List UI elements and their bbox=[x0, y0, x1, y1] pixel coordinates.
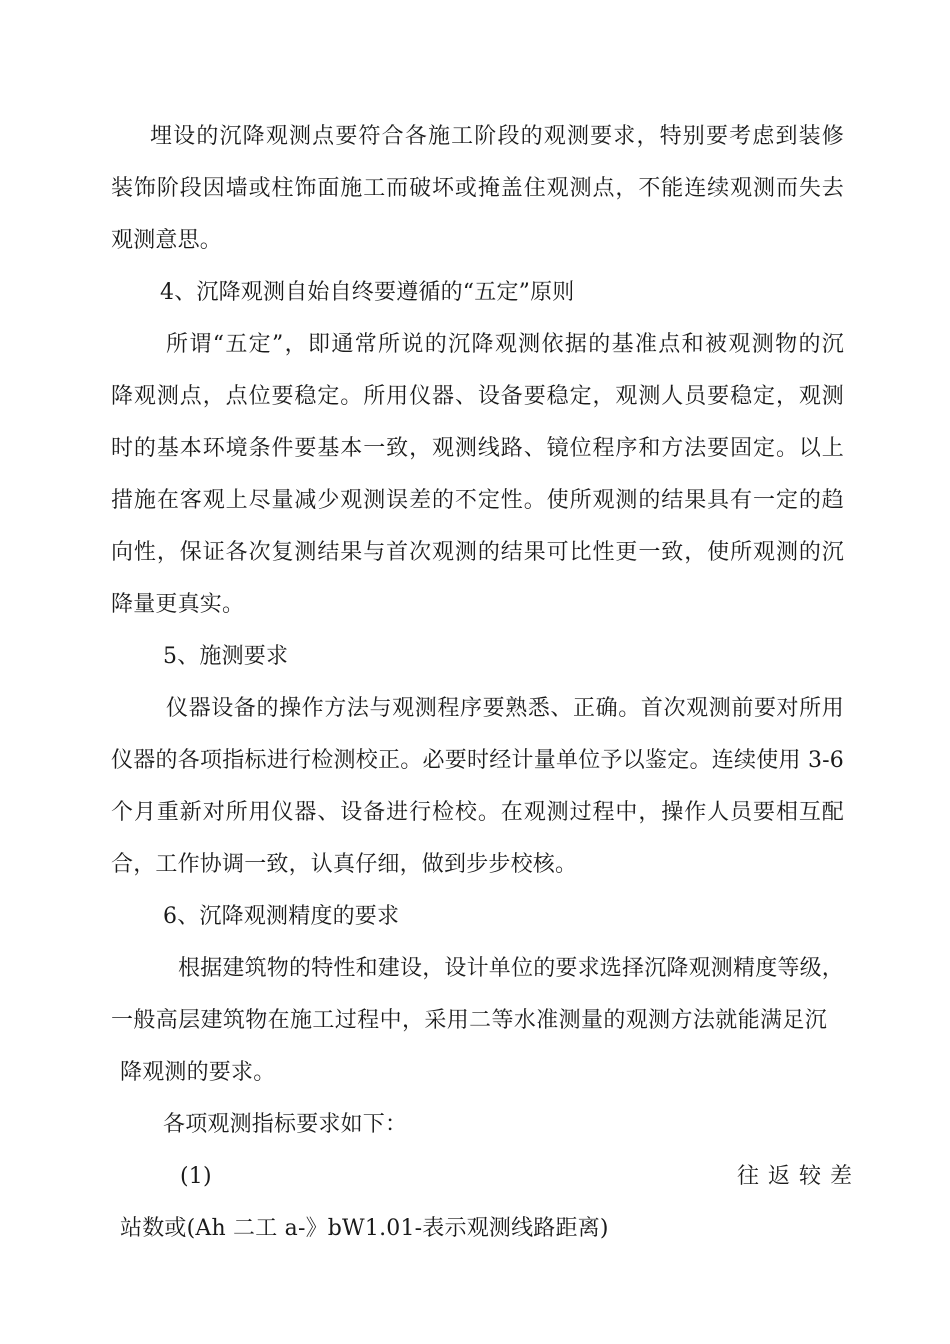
paragraph-line: 降量更真实。 bbox=[111, 592, 245, 617]
paragraph-line: 根据建筑物的特性和建设，设计单位的要求选择沉降观测精度等级， bbox=[178, 956, 844, 981]
formula-label: (1) bbox=[180, 1164, 212, 1189]
paragraph-line: 观测意思。 bbox=[111, 228, 223, 253]
paragraph-line: 降观测点，点位要稳定。所用仪器、设备要稳定，观测人员要稳定，观测 bbox=[111, 384, 844, 409]
paragraph-line: 时的基本环境条件要基本一致，观测线路、镜位程序和方法要固定。以上 bbox=[111, 436, 844, 461]
formula-text: 往 返 较 差 bbox=[737, 1164, 853, 1189]
paragraph-line: 埋设的沉降观测点要符合各施工阶段的观测要求，特别要考虑到装修 bbox=[150, 124, 844, 149]
section-heading: 6、沉降观测精度的要求 bbox=[163, 904, 400, 929]
paragraph-line: 仪器的各项指标进行检测校正。必要时经计量单位予以鉴定。连续使用 3-6 bbox=[111, 748, 844, 773]
formula-text: 站数或(Ah 二工 a-》bW1.01-表示观测线路距离) bbox=[120, 1216, 609, 1241]
paragraph-line: 向性，保证各次复测结果与首次观测的结果可比性更一致，使所观测的沉 bbox=[111, 540, 844, 565]
paragraph-line: 装饰阶段因墙或柱饰面施工而破坏或掩盖住观测点，不能连续观测而失去 bbox=[111, 176, 844, 201]
section-heading: 4、沉降观测自始自终要遵循的“五定”原则 bbox=[160, 280, 575, 305]
paragraph-line: 一般高层建筑物在施工过程中，采用二等水准测量的观测方法就能满足沉 bbox=[111, 1008, 827, 1033]
paragraph-line: 措施在客观上尽量减少观测误差的不定性。使所观测的结果具有一定的趋 bbox=[111, 488, 844, 513]
paragraph-line: 合，工作协调一致，认真仔细，做到步步校核。 bbox=[111, 852, 578, 877]
paragraph-line: 各项观测指标要求如下： bbox=[163, 1112, 408, 1137]
paragraph-line: 仪器设备的操作方法与观测程序要熟悉、正确。首次观测前要对所用 bbox=[166, 696, 844, 721]
section-heading: 5、施测要求 bbox=[163, 644, 289, 669]
paragraph-line: 个月重新对所用仪器、设备进行检校。在观测过程中，操作人员要相互配 bbox=[111, 800, 844, 825]
paragraph-line: 所谓“五定”，即通常所说的沉降观测依据的基准点和被观测物的沉 bbox=[166, 332, 844, 357]
paragraph-line: 降观测的要求。 bbox=[120, 1060, 276, 1085]
